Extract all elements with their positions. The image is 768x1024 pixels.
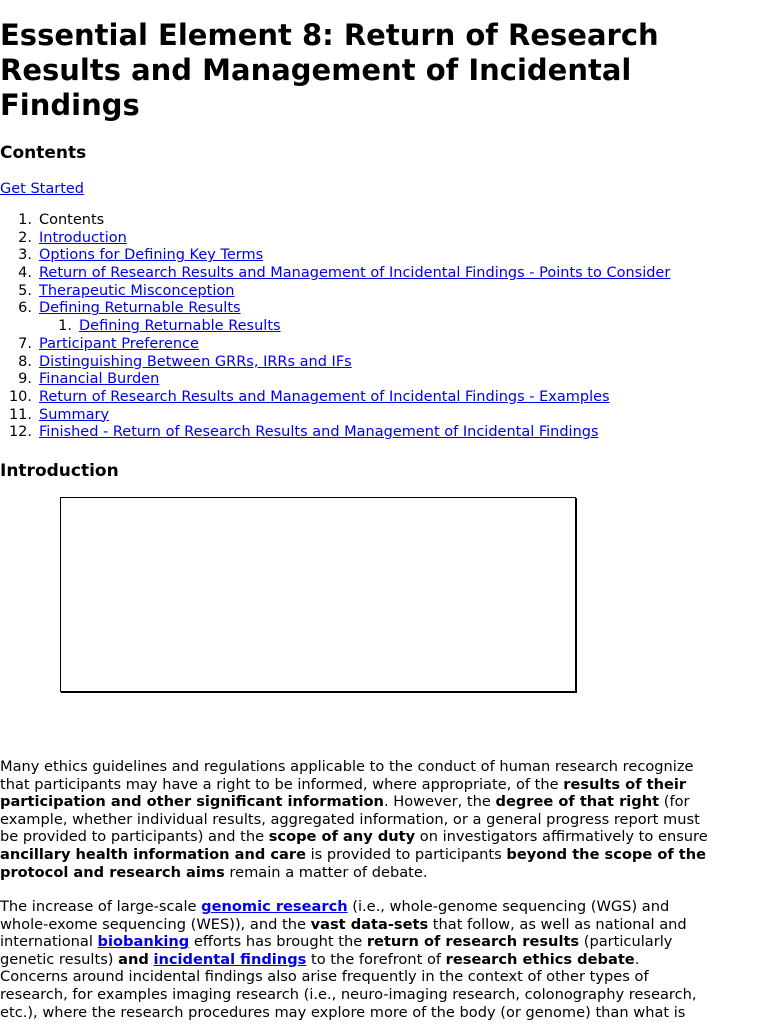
toc-link[interactable]: Financial Burden [39, 371, 160, 388]
toc-item-number: 6. [18, 300, 32, 317]
toc-item [0, 247, 768, 265]
toc-item-number: 2. [18, 229, 32, 246]
text-run: . [634, 950, 640, 968]
toc-item [0, 230, 768, 248]
toc-item-number: 3. [18, 247, 32, 264]
paragraph-line [0, 758, 768, 776]
intro-paragraph-1 [0, 758, 768, 881]
toc-item [0, 265, 768, 283]
toc-item [0, 336, 768, 354]
bold-text: participation and other significant information [0, 793, 384, 811]
toc-item-number: 11. [8, 406, 32, 423]
text-run: The increase of large-scale [0, 898, 202, 915]
page-title [0, 18, 768, 123]
toc-item [0, 212, 768, 230]
text-run: . However, the [383, 793, 496, 811]
toc-item-number: 8. [18, 353, 32, 370]
bold-text: research ethics debate [445, 950, 635, 968]
toc-item-number: 5. [18, 282, 32, 299]
toc-link[interactable]: Return of Research Results and Management of Incidental Findings - Points to Consider [39, 265, 671, 282]
bold-text: vast data-sets [310, 915, 429, 933]
toc-item [0, 407, 768, 425]
toc-item [0, 424, 768, 442]
text-run: Many ethics guidelines and regulations applicable to the conduct of human research recognize [0, 758, 694, 775]
toc-link[interactable]: Introduction [39, 229, 127, 246]
toc-item-number: 10. [8, 388, 32, 405]
text-run: that participants may have a right to be informed, where appropriate, of the [0, 775, 564, 793]
paragraph-line [0, 916, 768, 934]
toc-link[interactable]: Return of Research Results and Management of Incidental Findings - Examples [39, 388, 610, 405]
paragraph-line [0, 846, 768, 864]
text-run: (particularly [579, 933, 673, 951]
toc-item [0, 371, 768, 389]
text-run: research, for examples imaging research (i.e., neuro-imaging research, colonography research, [0, 985, 697, 1003]
toc-link[interactable]: Defining Returnable Results [39, 300, 241, 317]
text-run: is provided to participants [305, 845, 507, 863]
toc-link[interactable]: Defining Returnable Results [79, 318, 281, 335]
inline-link[interactable]: genomic research [201, 898, 348, 915]
paragraph-line [0, 933, 768, 951]
bold-text: protocol and research aims [0, 863, 225, 881]
contents-heading: Contents [0, 143, 87, 163]
toc-item-number: 7. [18, 335, 32, 352]
toc-link[interactable]: Finished - Return of Research Results and Management of Incidental Findings [39, 424, 599, 441]
toc-item-number: 1. [58, 318, 72, 335]
paragraph-line [0, 986, 768, 1004]
text-run: etc.), where the research procedures may explore more of the body (or genome) than what is [0, 1003, 686, 1021]
text-run: be provided to participants) and the [0, 828, 269, 846]
text-run: (i.e., whole-genome sequencing (WGS) and [347, 898, 670, 915]
intro-paragraph-2 [0, 898, 768, 1021]
bold-text: return of research results [366, 933, 580, 951]
bold-text: and [118, 950, 149, 968]
toc-link[interactable]: Participant Preference [39, 335, 199, 352]
bold-text: ancillary health information and care [0, 845, 306, 863]
toc-item [0, 283, 768, 301]
toc-item-label: Contents [39, 212, 105, 228]
paragraph-line [0, 776, 768, 794]
toc-item [0, 318, 768, 336]
text-run: Concerns around incidental findings also arise frequently in the context of other types of [0, 968, 649, 986]
introduction-heading: Introduction [0, 461, 119, 481]
toc-item [0, 389, 768, 407]
inline-link[interactable]: incidental findings [153, 950, 307, 968]
paragraph-line [0, 1004, 768, 1022]
text-run: that follow, as well as national and [428, 915, 687, 933]
toc-link[interactable]: Distinguishing Between GRRs, IRRs and IFs [39, 353, 352, 370]
toc-link[interactable]: Options for Defining Key Terms [39, 247, 264, 264]
inline-link[interactable]: biobanking [97, 933, 190, 951]
paragraph-line [0, 811, 768, 829]
page-title-line: Findings [0, 88, 140, 122]
embedded-video-frame[interactable] [60, 497, 576, 692]
paragraph-line [0, 793, 768, 811]
paragraph-line [0, 864, 768, 882]
text-run: efforts has brought the [189, 933, 367, 951]
text-run: example, whether individual results, aggregated information, or a general progress report must [0, 810, 700, 828]
toc-item [0, 300, 768, 318]
bold-text: beyond the scope of the [506, 845, 707, 863]
text-run: (for [659, 793, 690, 811]
text-run: whole-exome sequencing (WES)), and the [0, 915, 311, 933]
text-run: remain a matter of debate. [224, 863, 428, 881]
paragraph-line [0, 828, 768, 846]
page-title-line: Essential Element 8: Return of Research [0, 18, 659, 52]
toc-item-number: 1. [18, 212, 32, 228]
text-run: international [0, 933, 98, 951]
paragraph-line [0, 951, 768, 969]
bold-text: degree of that right [495, 793, 660, 811]
paragraph-line [0, 898, 768, 916]
bold-text: scope of any duty [268, 828, 416, 846]
text-run: genetic results) [0, 950, 119, 968]
toc-link[interactable]: Therapeutic Misconception [39, 282, 235, 299]
text-run: to the forefront of [306, 950, 446, 968]
toc-item-number: 9. [18, 371, 32, 388]
toc-link[interactable]: Summary [39, 406, 110, 423]
toc-item-number: 12. [8, 424, 32, 441]
toc-item [0, 354, 768, 372]
get-started-link[interactable]: Get Started [0, 181, 84, 197]
table-of-contents [0, 212, 768, 442]
toc-item-number: 4. [18, 265, 32, 282]
paragraph-line [0, 968, 768, 986]
bold-text: results of their [563, 775, 687, 793]
text-run: on investigators affirmatively to ensure [415, 828, 708, 846]
page-title-line: Results and Management of Incidental [0, 53, 632, 87]
